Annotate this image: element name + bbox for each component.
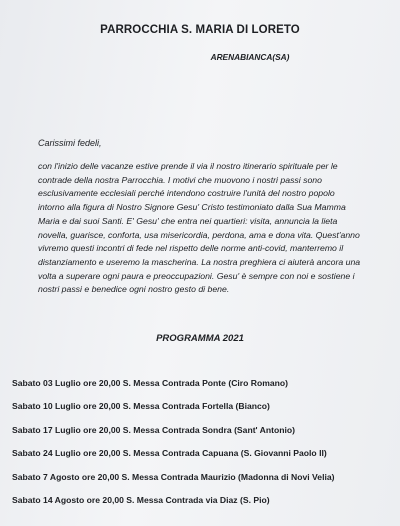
letter-line: nostri passi e benedice ogni nostro gesto di bene. [38,284,230,295]
letter-line: contrade della nostra Parrocchia. I motivi che muovono i nostri passi sono [38,174,322,185]
letter-line: novella, guarisce, conforta, usa misericordia, perdona, ama e dona vita. Quest'anno [38,229,360,240]
programme-item: Sabato 14 Agosto ore 20,00 S. Messa Contrada via Diaz (S. Pio) [12,494,270,505]
letter-line: esclusivamente ecclesiali perché intendono costruire l'unità del nostro popolo [38,188,335,199]
programme-item: Sabato 10 Luglio ore 20,00 S. Messa Contrada Fortella (Bianco) [12,401,270,412]
programme-title: PROGRAMMA 2021 [156,333,244,344]
letter-greeting: Carissimi fedeli, [38,138,102,148]
letter-line: Maria e dai suoi Santi. E' Gesu' che entra nei quartieri: visita, annuncia la lieta [38,215,338,226]
parish-location: ARENABIANCA(SA) [210,52,290,62]
letter-line: intorno alla figura di Nostro Signore Gesu' Cristo testimoniato dalla Sua Mamma [38,202,346,213]
programme-item: Sabato 7 Agosto ore 20,00 S. Messa Contrada Maurizio (Madonna di Novi Velia) [12,471,335,482]
programme-item: Sabato 24 Luglio ore 20,00 S. Messa Contrada Capuana (S. Giovanni Paolo II) [12,448,327,459]
letter-body [38,160,378,297]
letter-line: vivremo questi incontri di fede nel rispetto delle norme anti-covid, manterremo il [38,243,344,254]
letter-line: distanziamento e useremo la mascherina. La nostra preghiera ci aiuterà ancora una [38,256,361,267]
programme-item: Sabato 17 Luglio ore 20,00 S. Messa Contrada Sondra (Sant' Antonio) [12,424,295,435]
programme-item: Sabato 03 Luglio ore 20,00 S. Messa Contrada Ponte (Ciro Romano) [12,378,289,388]
parish-title: PARROCCHIA S. MARIA DI LORETO [100,24,300,36]
letter-line: volta a superare ogni paura e preoccupazioni. Gesu' è sempre con noi e sostiene i [38,270,355,281]
letter-line: con l'inizio delle vacanze estive prende il via il nostro itinerario spirituale per le [38,161,338,171]
programme-list [12,375,394,515]
